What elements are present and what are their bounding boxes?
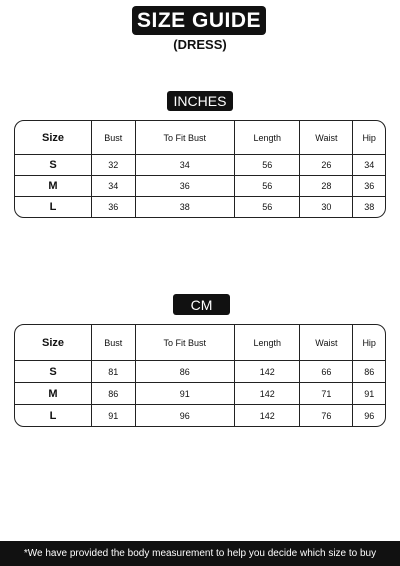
inches-section-label: INCHES [167,91,233,111]
table-cell: 142 [235,361,300,383]
column-header: Length [235,121,300,155]
table-cell: 32 [92,155,136,176]
table-cell: 86 [92,383,136,405]
column-header: Bust [92,325,136,361]
cm-section-label: CM [173,294,230,315]
table-cell: 76 [300,405,353,427]
footer-note [0,541,400,566]
footer-note-text: *We have provided the body measurement to help you decide which size to buy [23,548,377,559]
column-header: Hip [353,121,385,155]
table-cell: 56 [235,176,300,197]
column-header: Waist [300,121,353,155]
table-cell: 142 [235,405,300,427]
table-cell: 30 [300,197,353,218]
table-cell: 36 [92,197,136,218]
table-cell: 26 [300,155,353,176]
table-row [15,383,385,405]
column-header: Size [15,121,92,155]
size-cell: S [15,155,92,176]
column-header: Length [235,325,300,361]
table-cell: 36 [353,176,385,197]
column-header: Waist [300,325,353,361]
column-header: To Fit Bust [135,121,235,155]
table-cell: 66 [300,361,353,383]
table-row [15,405,385,427]
inches-size-table [14,120,386,218]
page-title-text: SIZE GUIDE [136,8,262,32]
table-cell: 86 [135,361,235,383]
table-header-row [15,325,385,361]
cm-size-table [14,324,386,427]
page-subtitle: (DRESS) [173,37,227,52]
table-cell: 86 [353,361,385,383]
table-cell: 36 [135,176,235,197]
table-row [15,197,385,218]
size-cell: M [15,176,92,197]
table-cell: 91 [353,383,385,405]
column-header: Bust [92,121,136,155]
size-cell: L [15,197,92,218]
table-cell: 38 [135,197,235,218]
table-cell: 142 [235,383,300,405]
table-cell: 34 [92,176,136,197]
size-cell: S [15,361,92,383]
column-header: Hip [353,325,385,361]
table-cell: 71 [300,383,353,405]
table-header-row [15,121,385,155]
table-cell: 96 [135,405,235,427]
table-cell: 91 [135,383,235,405]
table-cell: 56 [235,197,300,218]
table-cell: 34 [353,155,385,176]
table-cell: 91 [92,405,136,427]
size-cell: L [15,405,92,427]
table-cell: 81 [92,361,136,383]
table-row [15,176,385,197]
column-header: To Fit Bust [135,325,235,361]
table-cell: 34 [135,155,235,176]
page-title [132,6,266,35]
table-cell: 38 [364,202,375,212]
column-header: Size [15,325,92,361]
table-row [15,155,385,176]
table-cell: 96 [364,410,375,421]
table-row [15,361,385,383]
table-cell: 56 [235,155,300,176]
table-cell: 28 [300,176,353,197]
size-cell: M [15,383,92,405]
